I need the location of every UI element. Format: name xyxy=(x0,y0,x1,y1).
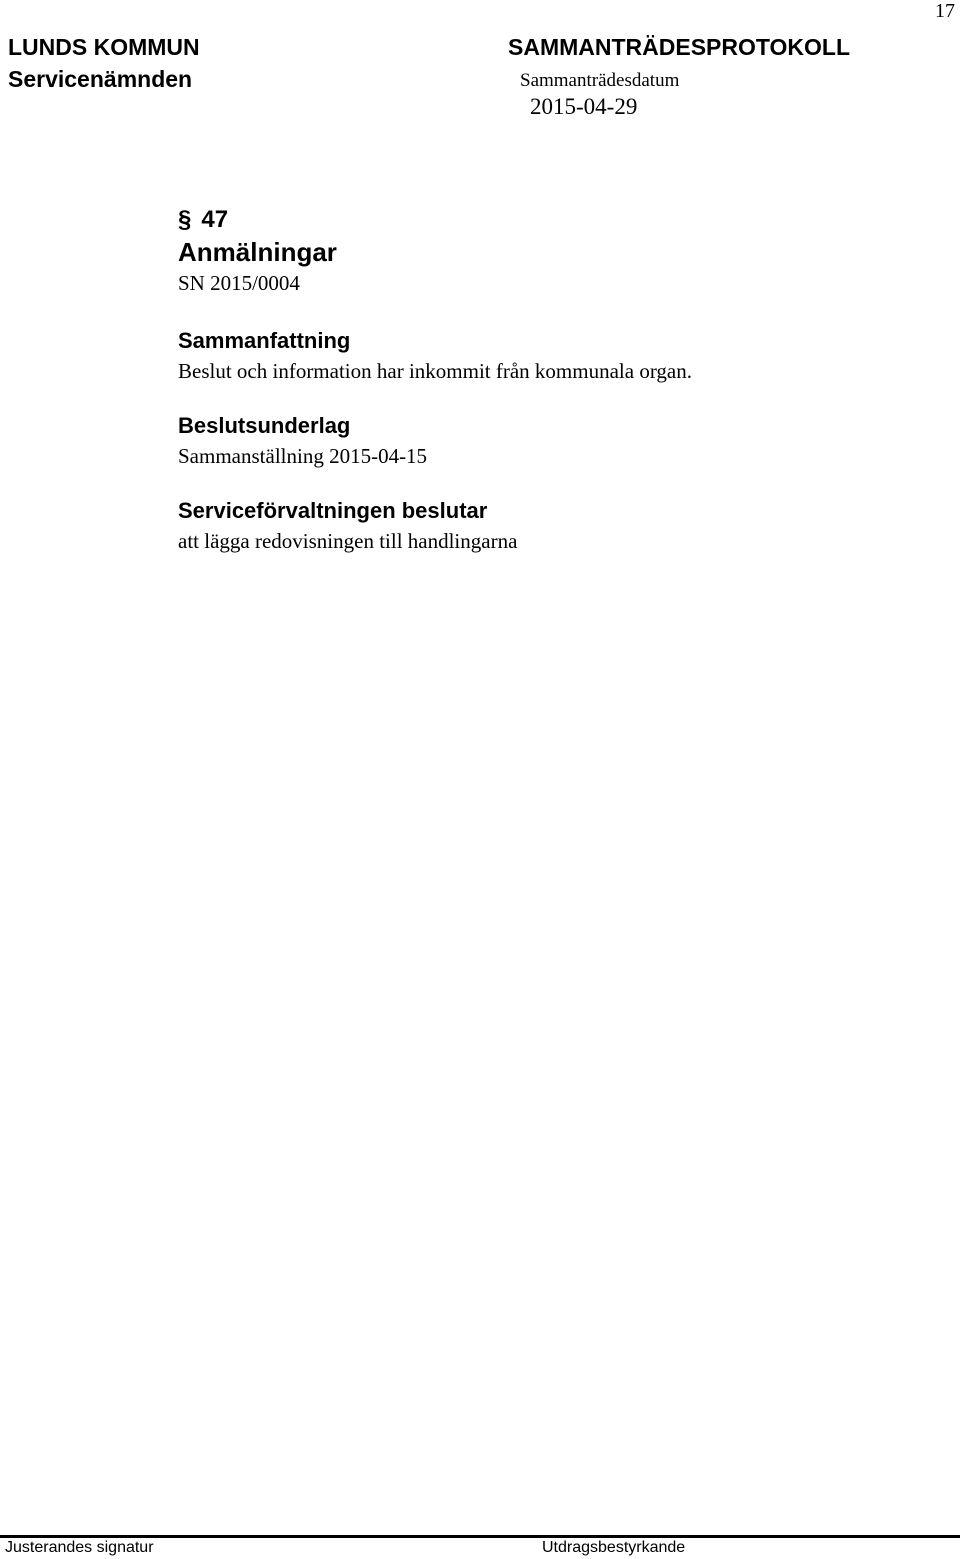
meeting-date-label: Sammanträdesdatum xyxy=(520,70,680,91)
paragraph-sign: § xyxy=(178,206,192,233)
decision-text: att lägga redovisningen till handlingarna xyxy=(178,529,518,553)
paragraph-number: 47 xyxy=(201,206,229,233)
signature-label: Justerandes signatur xyxy=(5,1539,154,1556)
page-number: 17 xyxy=(935,0,955,22)
meeting-date: 2015-04-29 xyxy=(530,94,638,119)
extract-label: Utdragsbestyrkande xyxy=(542,1539,686,1556)
decision-heading: Serviceförvaltningen beslutar xyxy=(178,498,488,523)
organization-name: LUNDS KOMMUN xyxy=(8,34,200,60)
summary-text: Beslut och information har inkommit från kommunala organ. xyxy=(178,359,693,383)
case-number: SN 2015/0004 xyxy=(178,271,300,295)
summary-heading: Sammanfattning xyxy=(178,328,351,353)
basis-heading: Beslutsunderlag xyxy=(178,413,351,438)
paragraph-heading xyxy=(178,206,228,234)
document-title: SAMMANTRÄDESPROTOKOLL xyxy=(508,34,851,60)
item-title: Anmälningar xyxy=(178,237,337,267)
footer-divider xyxy=(0,1535,960,1538)
basis-text: Sammanställning 2015-04-15 xyxy=(178,444,428,468)
department-name: Servicenämnden xyxy=(8,66,193,92)
